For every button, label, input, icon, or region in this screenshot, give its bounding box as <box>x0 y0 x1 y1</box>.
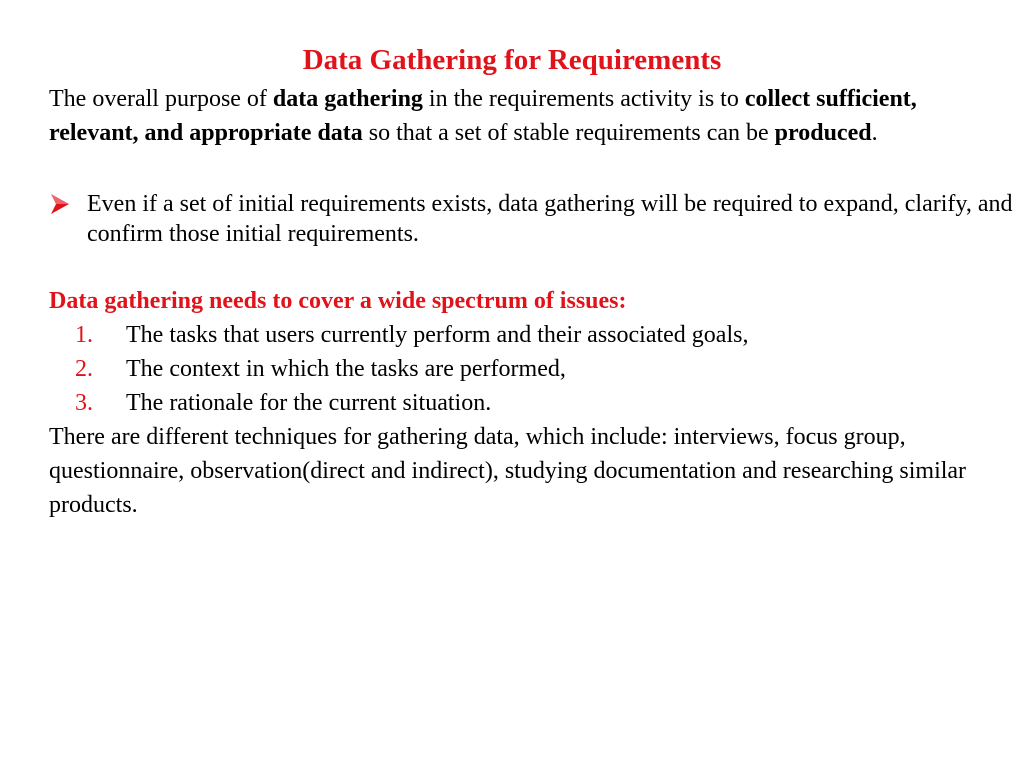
closing-paragraph: There are different techniques for gathering data, which include: interviews, focus group, questionnaire, observation(direct and indirect), studying documentation and researching similar products. <box>49 424 967 518</box>
intro-bold-collect: collect sufficient, relevant, and appropriate data <box>49 86 917 146</box>
intro-text-3: so that a set of stable requirements can be <box>362 120 775 146</box>
list-item-number: 1. <box>75 322 93 348</box>
issues-heading: Data gathering needs to cover a wide spectrum of issues: <box>49 288 627 314</box>
intro-text-4: . <box>871 120 878 146</box>
list-item-text: The tasks that users currently perform and their associated goals, <box>126 322 749 348</box>
intro-paragraph <box>49 82 999 150</box>
intro-bold-data-gathering: data gathering <box>272 86 423 112</box>
list-item-text: The context in which the tasks are performed, <box>126 356 566 382</box>
list-item-text: The rationale for the current situation. <box>126 390 492 416</box>
list-item <box>49 352 999 386</box>
list-item <box>49 386 999 420</box>
list-item-number: 2. <box>75 356 93 382</box>
issues-list <box>49 318 999 420</box>
bullet-item <box>49 189 1019 249</box>
arrow-bullet-icon <box>49 191 71 217</box>
list-item-number: 3. <box>75 390 93 416</box>
intro-bold-produced: produced <box>774 120 872 146</box>
slide-title: Data Gathering for Requirements <box>302 44 722 76</box>
intro-text-2: in the requirements activity is to <box>422 86 745 112</box>
bullet-text: Even if a set of initial requirements exists, data gathering will be required to expand, clarify, and confirm those initial requirements. <box>87 191 1013 247</box>
list-item <box>49 318 999 352</box>
intro-text-1: The overall purpose of <box>49 86 273 112</box>
